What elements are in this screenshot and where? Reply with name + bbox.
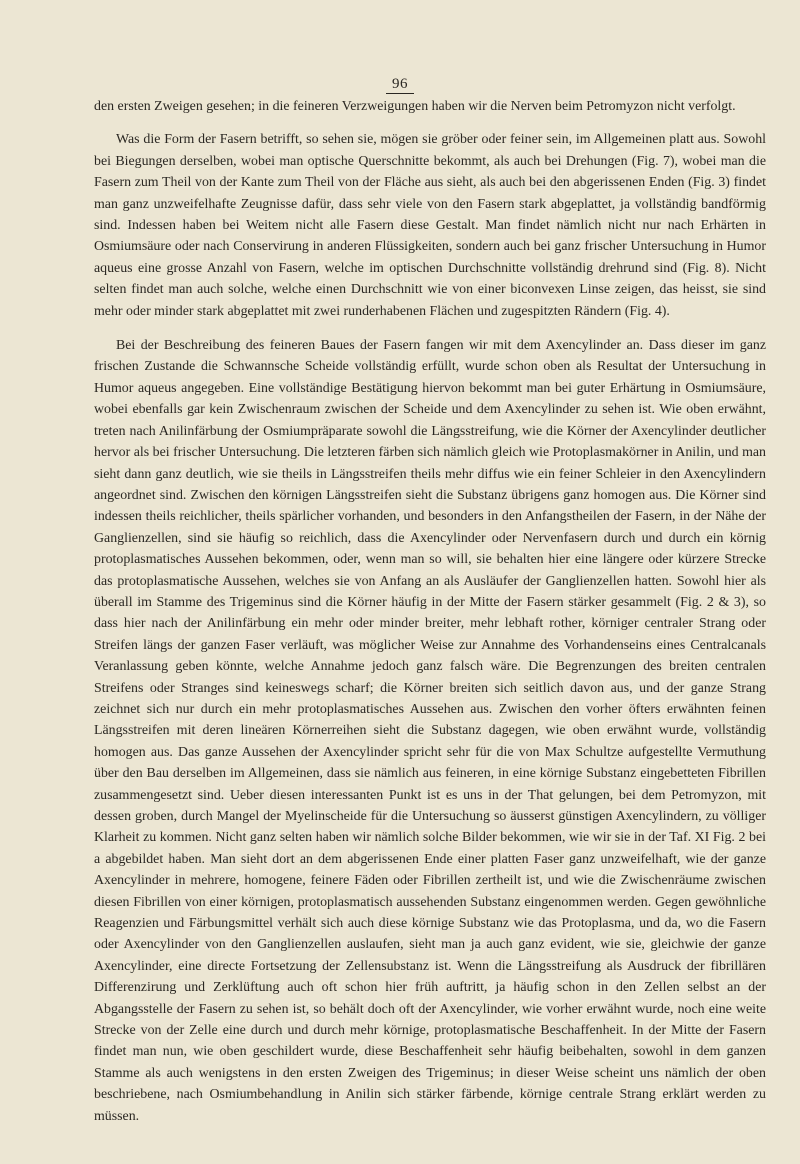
page-number: 96 <box>0 76 800 93</box>
paragraph: Was die Form der Fasern betrifft, so sehen sie, mögen sie gröber oder feiner sein, im Allgemeinen platt aus. Sowohl bei Biegungen derselben, wobei man optische Querschnitte bekommt, als auch bei Drehungen (Fig. 7), wobei man die Fasern zum Theil von der Kante zum Theil von der Fläche aus sieht, als auch bei den abgerissenen Enden (Fig. 3) findet man ganz unzweifelhafte Zeugnisse dafür, dass sehr viele von den Fasern stark abgeplattet, ja vollständig bandförmig sind. Indessen haben bei Weitem nicht alle Fasern diese Gestalt. Man findet nämlich nicht nur nach Erhärten in Osmiumsäure oder nach Conservirung in anderen Flüssigkeiten, sondern auch bei ganz frischer Untersuchung in Humor aqueus eine grosse Anzahl von Fasern, welche im optischen Durchschnitte vollständig drehrund sind (Fig. 8). Nicht selten findet man auch solche, welche einen Durchschnitt wie von einer biconvexen Linse zeigen, das heisst, sie sind mehr oder minder stark abgeplattet mit zwei runderhabenen Flächen und zugespitzten Rändern (Fig. 4). <box>94 132 766 319</box>
body-text <box>94 96 766 1127</box>
paragraph: den ersten Zweigen gesehen; in die feineren Verzweigungen haben wir die Nerven beim Petromyzon nicht verfolgt. <box>94 99 736 114</box>
paragraph: Bei der Beschreibung des feineren Baues der Fasern fangen wir mit dem Axencylinder an. Dass dieser im ganz frischen Zustande die Schwannsche Scheide vollständig erfüllt, wurde schon oben als Resultat der Untersuchung in Humor aqueus angegeben. Eine vollständige Bestätigung hiervon bekommt man bei guter Erhärtung in Osmiumsäure, wobei ebenfalls gar kein Zwischenraum zwischen der Scheide und dem Axencylinder zu sehen ist. Wie oben erwähnt, treten nach Anilinfärbung der Osmiumpräparate sowohl die Längsstreifung, wie die Körner der Axencylinder deutlicher hervor als bei frischer Untersuchung. Die letzteren färben sich nämlich gleich wie Protoplasmakörner in Anilin, und man sieht dann ganz deutlich, wie sie theils in Längsstreifen theils mehr diffus wie ein feiner Schleier in den Axencylindern angeordnet sind. Zwischen den körnigen Längsstreifen sieht die Substanz übrigens ganz homogen aus. Die Körner sind indessen theils reichlicher, theils spärlicher vorhanden, und besonders in den Anfangstheilen der Fasern, in der Nähe der Ganglienzellen, sind sie häufig so reichlich, dass die Axencylinder oder Nervenfasern durch und durch ein körnig protoplasmatisches Aussehen bekommen, oder, wenn man so will, sie behalten hier eine längere oder kürzere Strecke das protoplasmatische Aussehen, welches sie von Anfang an als Ausläufer der Ganglienzellen hatten. Sowohl hier als überall im Stamme des Trigeminus sind die Körner häufig in der Mitte der Fasern stärker gesammelt (Fig. 2 & 3), so dass hier nach der Anilinfärbung ein mehr oder minder breiter, mehr lebhaft rother, körniger centraler Strang oder Streifen längs der ganzen Faser verläuft, was möglicher Weise zur Annahme des Vorhandenseins eines Centralcanals Veranlassung geben könnte, welche Annahme jedoch ganz falsch wäre. Die Begrenzungen des breiten centralen Streifens oder Stranges sind keineswegs scharf; die Körner breiten sich seitlich davon aus, und der ganze Strang zeichnet sich nur durch ein mehr protoplasmatisches Aussehen aus. Zwischen den vorher öfters erwähnten feinen Längsstreifen mit deren lineären Körnerreihen sieht die Substanz dagegen, wie oben erwähnt wurde, vollständig homogen aus. Das ganze Aussehen der Axencylinder spricht sehr für die von Max Schultze aufgestellte Vermuthung über den Bau derselben im Allgemeinen, dass sie nämlich aus feineren, in eine körnige Substanz eingebetteten Fibrillen zusammengesetzt sind. Ueber diesen interessanten Punkt ist es uns in der That gelungen, bei dem Petromyzon, mit dessen groben, durch Mangel der Myelinscheide für die Untersuchung so äusserst günstigen Axencylindern, zu völliger Klarheit zu kommen. Nicht ganz selten haben wir nämlich solche Bilder bekommen, wie wir sie in der Taf. XI Fig. 2 bei a abgebildet haben. Man sieht dort an dem abgerissenen Ende einer platten Faser ganz unzweifelhaft, wie der ganze Axencylinder in mehrere, homogene, feinere Fäden oder Fibrillen zertheilt ist, und wie die Zwischenräume zwischen diesen Fibrillen von einer körnigen, protoplasmatisch aussehenden Substanz eingenommen werden. Gegen gewöhnliche Reagenzien und Färbungsmittel verhält sich auch diese körnige Substanz wie das Protoplasma, und da, wo die Fasern oder Axencylinder von den Ganglienzellen auslaufen, sieht man ja auch ganz evident, wie sie, gleichwie der ganze Axencylinder, eine directe Fortsetzung der Zellensubstanz ist. Wenn die Längsstreifung als Ausdruck der fibrillären Differenzirung und Zerklüftung auch oft schon hier früh auftritt, ja häufig schon in den Zellen selbst an der Abgangsstelle der Fasern zu sehen ist, so behält doch oft der Axencylinder, wie vorher erwähnt wurde, noch eine weite Strecke von der Zelle eine durch und durch mehr körnige, protoplasmatische Beschaffenheit. In der Mitte der Fasern findet man nun, wie oben geschildert wurde, diese Beschaffenheit sehr häufig beibehalten, sowohl in dem ganzen Stamme als auch wenigstens in den ersten Zweigen des Trigeminus; in dieser Weise scheint uns nämlich der oben beschriebene, nach Osmiumbehandlung in Anilin sich stärker färbende, körnige centrale Strang erklärt werden zu müssen. <box>94 338 766 1124</box>
